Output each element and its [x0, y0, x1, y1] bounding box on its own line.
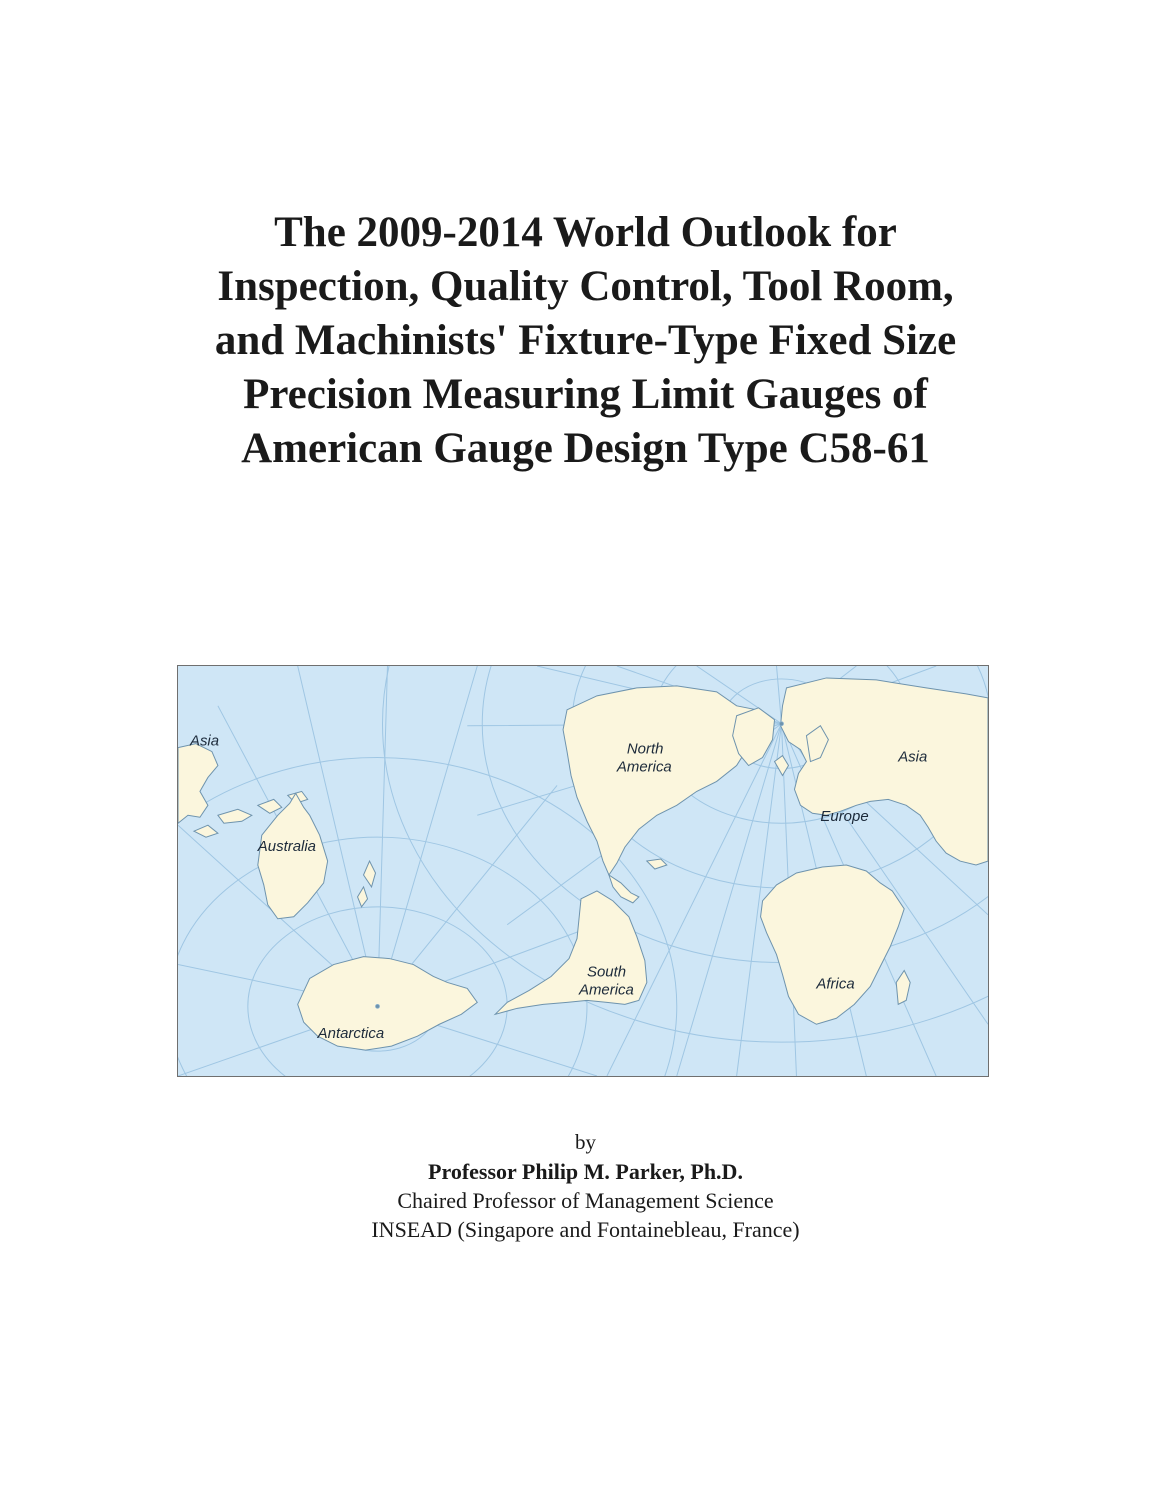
book-title	[60, 206, 1111, 476]
world-map-graphic	[178, 666, 988, 1076]
author-role: Chaired Professor of Management Science	[397, 1188, 774, 1213]
label-europe: Europe	[820, 808, 869, 826]
author-name: Professor Philip M. Parker, Ph.D.	[428, 1159, 743, 1184]
label-australia: Australia	[257, 838, 316, 856]
title-line: The 2009-2014 World Outlook for	[274, 209, 897, 256]
title-line: Inspection, Quality Control, Tool Room,	[217, 263, 954, 310]
author-institution: INSEAD (Singapore and Fontainebleau, France)	[371, 1217, 800, 1242]
label-africa: Africa	[816, 975, 855, 993]
label-north-america-2: America	[616, 758, 672, 776]
label-south-america-1: South	[586, 963, 627, 981]
label-north-america-1: North	[626, 740, 664, 758]
title-line: Precision Measuring Limit Gauges of	[243, 371, 928, 418]
by-label: by	[575, 1130, 596, 1154]
label-asia-left: Asia	[189, 732, 220, 750]
world-map	[177, 665, 989, 1077]
label-south-america-2: America	[579, 981, 634, 999]
label-antarctica: Antarctica	[317, 1025, 385, 1043]
label-asia-right: Asia	[898, 748, 928, 766]
title-line: American Gauge Design Type C58-61	[241, 425, 930, 472]
title-line: and Machinists' Fixture-Type Fixed Size	[214, 317, 957, 364]
byline	[0, 1128, 1171, 1244]
